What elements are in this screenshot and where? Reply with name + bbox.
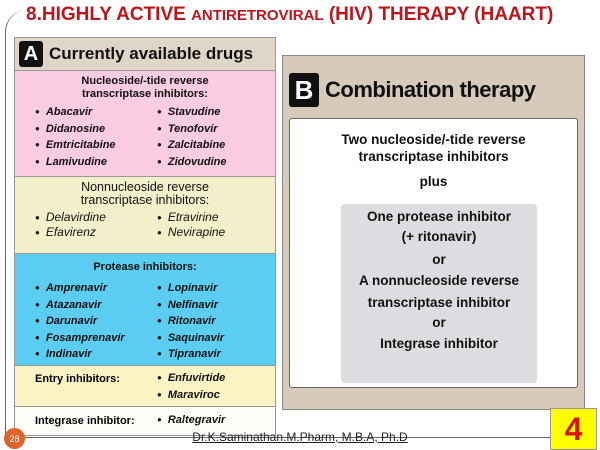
drug-item: ● Indinavir bbox=[35, 346, 145, 363]
panel-combination-therapy bbox=[282, 55, 585, 410]
drug-item: ● Amprenavir bbox=[35, 280, 145, 297]
drug-item: ● Lamivudine bbox=[35, 154, 145, 171]
slide-number-box: 4 bbox=[550, 408, 597, 450]
section-label: Integrase inhibitor: bbox=[35, 415, 135, 427]
slide-title: 8.HIGHLY ACTIVE ANTIRETROVIRAL (HIV) THERAPY (HAART) bbox=[22, 4, 557, 26]
panel-title: Currently available drugs bbox=[49, 44, 254, 63]
therapy-box bbox=[289, 118, 578, 388]
drug-item: ● Maraviroc bbox=[157, 387, 275, 404]
or-text: or bbox=[432, 252, 446, 267]
option-text: transcriptase inhibitor bbox=[367, 295, 511, 310]
panel-badge: A bbox=[19, 41, 43, 67]
or-text: or bbox=[432, 315, 446, 330]
drug-item: ● Nevirapine bbox=[157, 225, 267, 240]
drug-item: ● Ritonavir bbox=[157, 313, 267, 330]
drug-item: ● Darunavir bbox=[35, 313, 145, 330]
drug-item: ● Nelfinavir bbox=[157, 297, 267, 314]
drug-item: ● Tipranavir bbox=[157, 346, 267, 363]
therapy-line: transcriptase inhibitors bbox=[358, 149, 509, 164]
drug-item: ● Saquinavir bbox=[157, 330, 267, 347]
section-nnrti bbox=[15, 177, 275, 254]
section-heading: Nucleoside/-tide reverse bbox=[81, 75, 209, 87]
options-box bbox=[341, 204, 537, 383]
section-heading: Nonnucleoside reverse bbox=[81, 180, 209, 194]
footer-author: Dr.K.Saminathan.M.Pharm, M.B.A, Ph.D bbox=[192, 430, 408, 444]
section-protease bbox=[15, 254, 275, 366]
option-text: One protease inhibitor bbox=[366, 209, 512, 224]
drug-item: ● Tenofovir bbox=[157, 121, 267, 138]
section-nrti bbox=[15, 71, 275, 177]
option-text: Integrase inhibitor bbox=[380, 336, 498, 351]
panel-badge: B bbox=[289, 73, 319, 107]
drug-item: ● Atazanavir bbox=[35, 297, 145, 314]
drug-item: ● Emtricitabine bbox=[35, 137, 145, 154]
drug-item: ● Raltegravir bbox=[157, 412, 275, 429]
section-heading: transcriptase inhibitors: bbox=[82, 88, 208, 100]
drug-item: ● Stavudine bbox=[157, 104, 267, 121]
drug-item: ● Zalcitabine bbox=[157, 137, 267, 154]
drug-item: ● Delavirdine bbox=[35, 210, 145, 225]
therapy-plus: plus bbox=[419, 174, 448, 189]
drug-item: ● Etravirine bbox=[157, 210, 267, 225]
drug-item: ● Zidovudine bbox=[157, 154, 267, 171]
panel-title: Combination therapy bbox=[325, 77, 536, 102]
page-number-badge: 28 bbox=[4, 428, 25, 449]
option-text: A nonnucleoside reverse bbox=[358, 273, 520, 288]
drug-item: ● Fosamprenavir bbox=[35, 330, 145, 347]
section-heading: Protease inhibitors: bbox=[93, 261, 197, 273]
section-heading: transcriptase inhibitors: bbox=[80, 193, 210, 207]
section-entry bbox=[15, 366, 275, 407]
option-text: (+ ritonavir) bbox=[401, 229, 477, 244]
drug-item: ● Abacavir bbox=[35, 104, 145, 121]
drug-item: ● Didanosine bbox=[35, 121, 145, 138]
drug-item: ● Enfuvirtide bbox=[157, 370, 275, 387]
drug-item: ● Efavirenz bbox=[35, 225, 145, 240]
drug-item: ● Lopinavir bbox=[157, 280, 267, 297]
panel-currently-available-drugs bbox=[14, 37, 276, 436]
section-label: Entry inhibitors: bbox=[35, 373, 120, 385]
therapy-line: Two nucleoside/-tide reverse bbox=[341, 132, 526, 147]
